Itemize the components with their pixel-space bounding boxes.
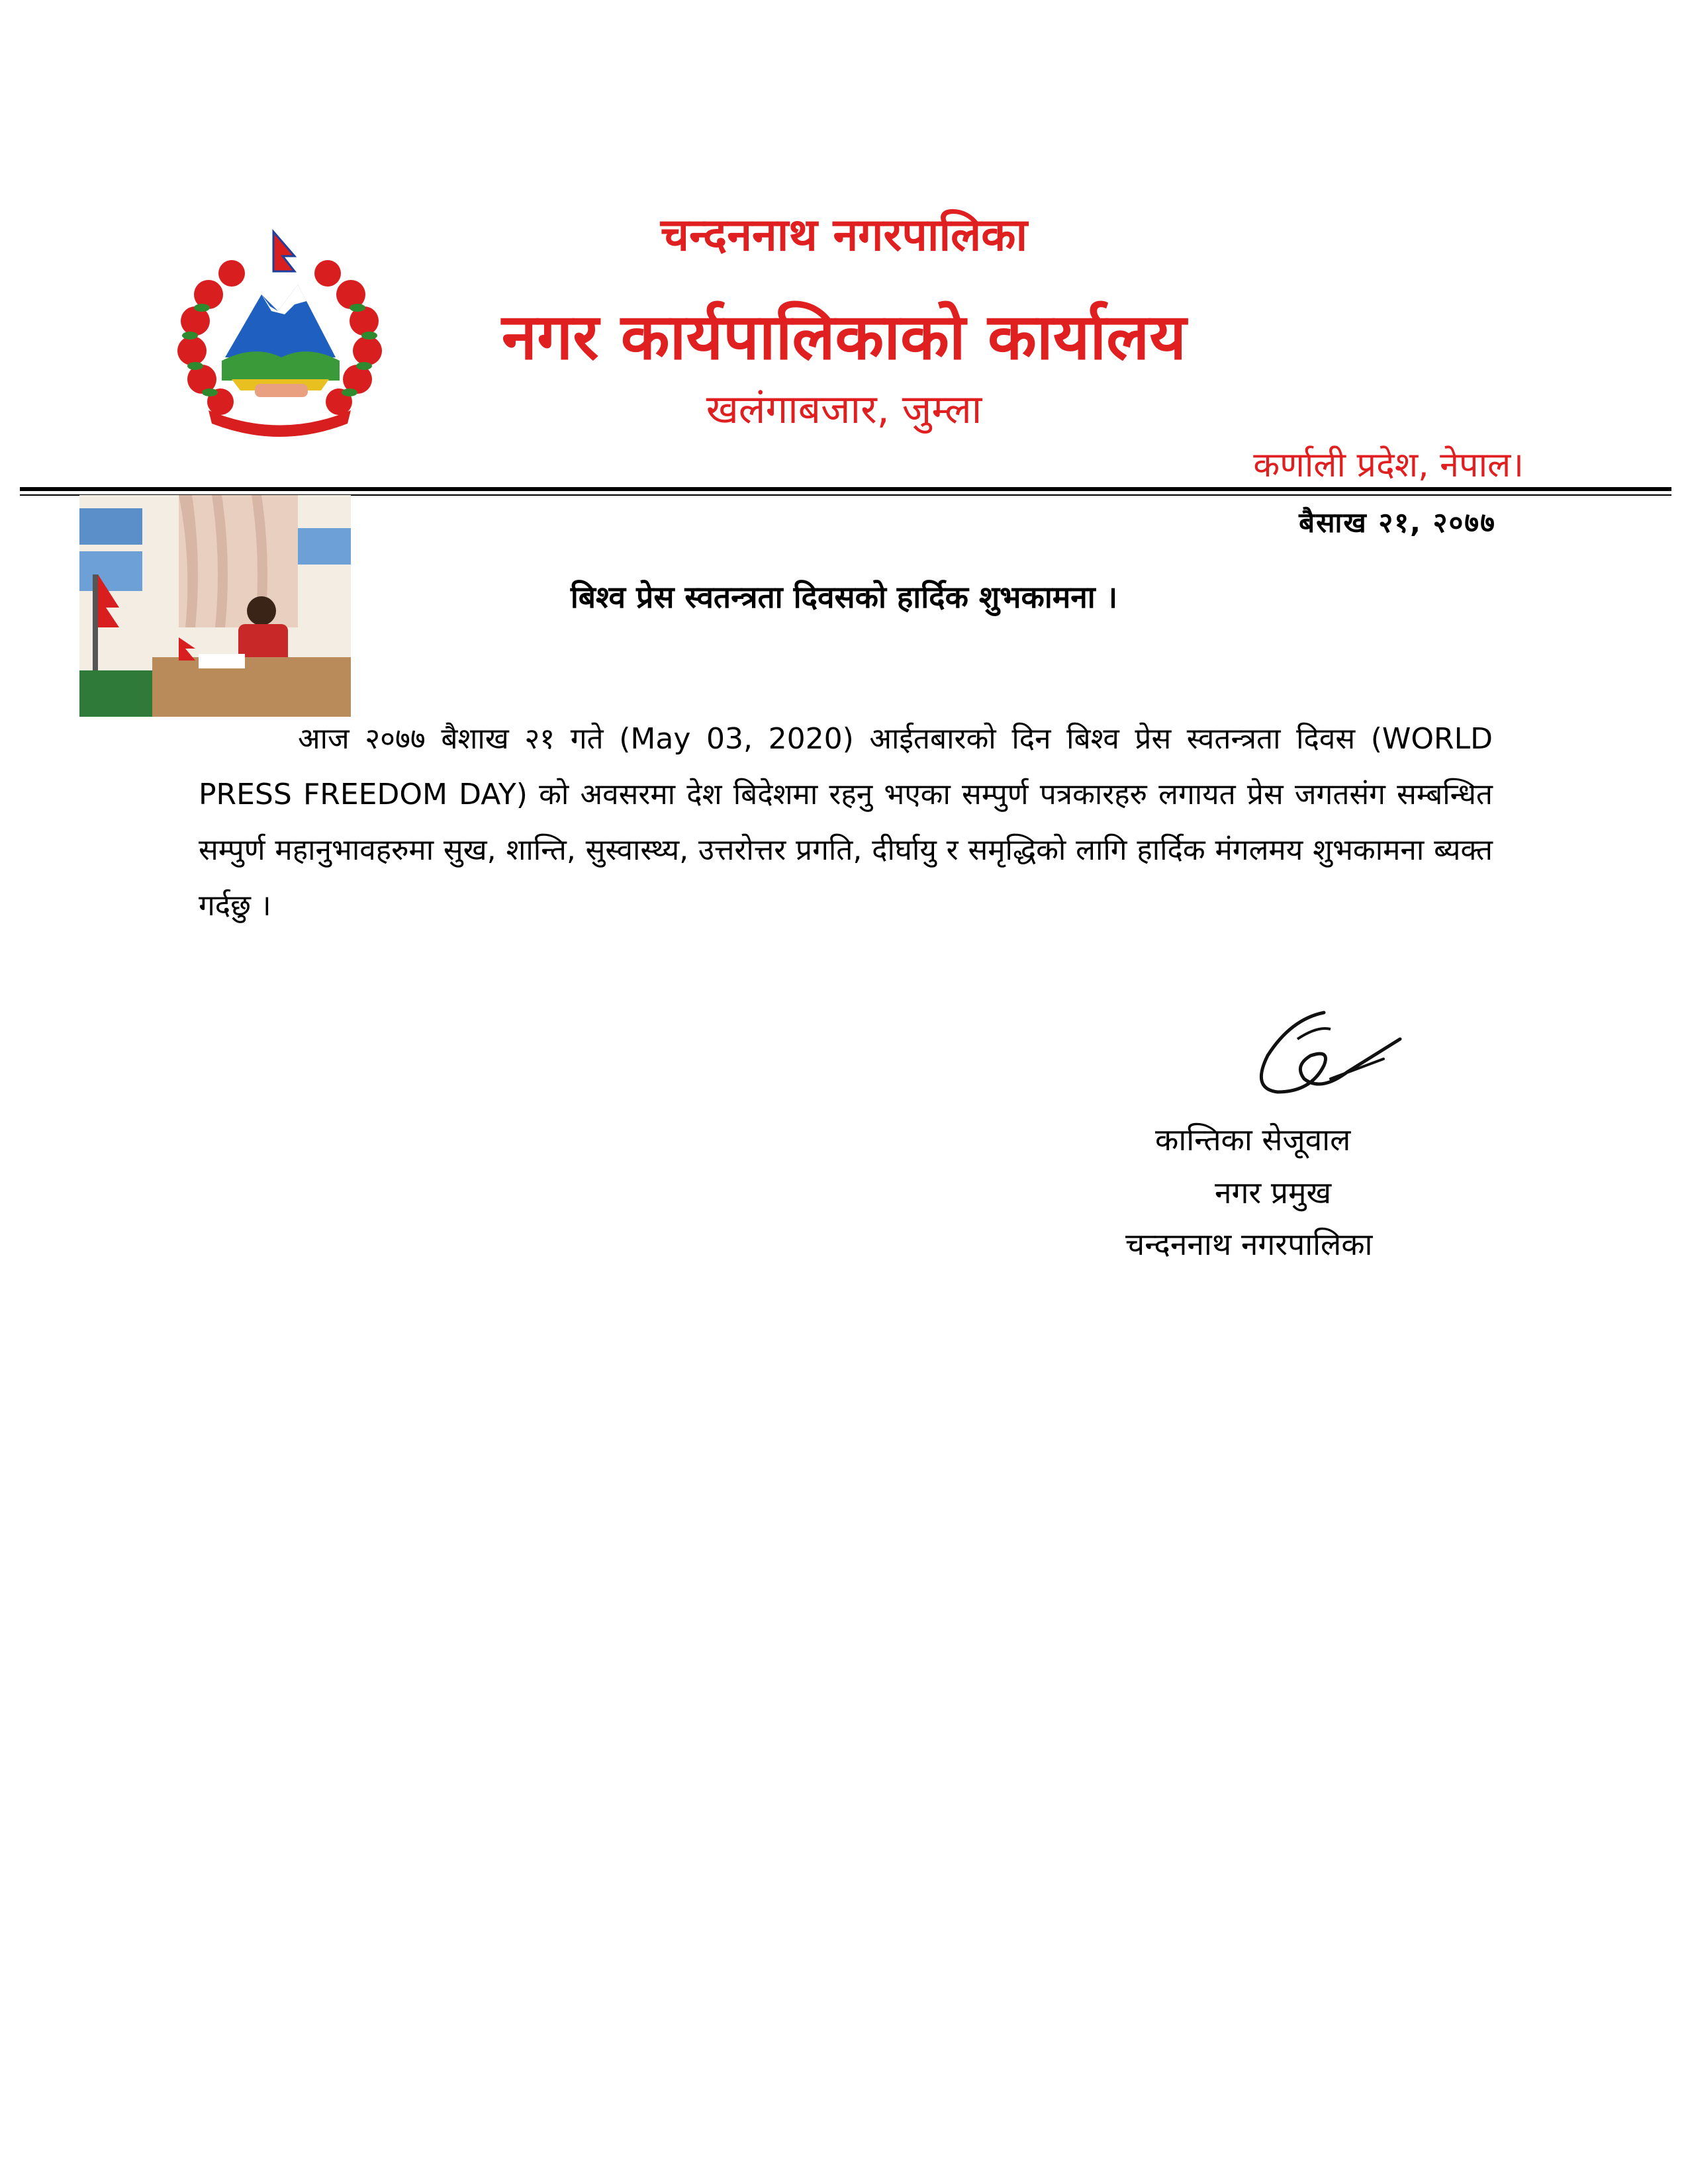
office-location: खलंगाबजार, जुम्ला (706, 387, 982, 433)
header-divider (20, 487, 1671, 491)
letter-body: आज २०७७ बैशाख २१ गते (May 03, 2020) आईतबारको दिन बिश्व प्रेस स्वतन्त्रता दिवस (WORLD PRESS FREEDOM DAY) को अवसरमा देश बिदेशमा रहनु भएका सम्पुर्ण पत्रकारहरु लगायत प्रेस जगतसंग सम्बन्धित सम्पुर्ण महानुभावहरुमा सुख, शान्ति, सुस्वास्थ्य, उत्तरोत्तर प्रगति, दीर्घायु र समृद्धिको लागि हार्दिक मंगलमय शुभकामना ब्यक्त गर्दछु । (199, 722, 1493, 923)
signatory-organization: चन्दननाथ नगरपालिका (1125, 1226, 1373, 1262)
office-name: नगर कार्यपालिकाको कार्यालय (501, 300, 1187, 374)
signature-icon (1231, 993, 1410, 1125)
municipality-name: चन्दननाथ नगरपालिका (660, 209, 1028, 261)
province-line: कर्णाली प्रदेश, नेपाल। (1253, 445, 1524, 485)
letter-date: बैसाख २१, २०७७ (1299, 506, 1496, 539)
signatory-title: नगर प्रमुख (1215, 1175, 1332, 1210)
signatory-name: कान्तिका सेजूवाल (1155, 1122, 1351, 1158)
letter-subject: बिश्व प्रेस स्वतन्त्रता दिवसको हार्दिक शुभकामना । (570, 579, 1118, 615)
